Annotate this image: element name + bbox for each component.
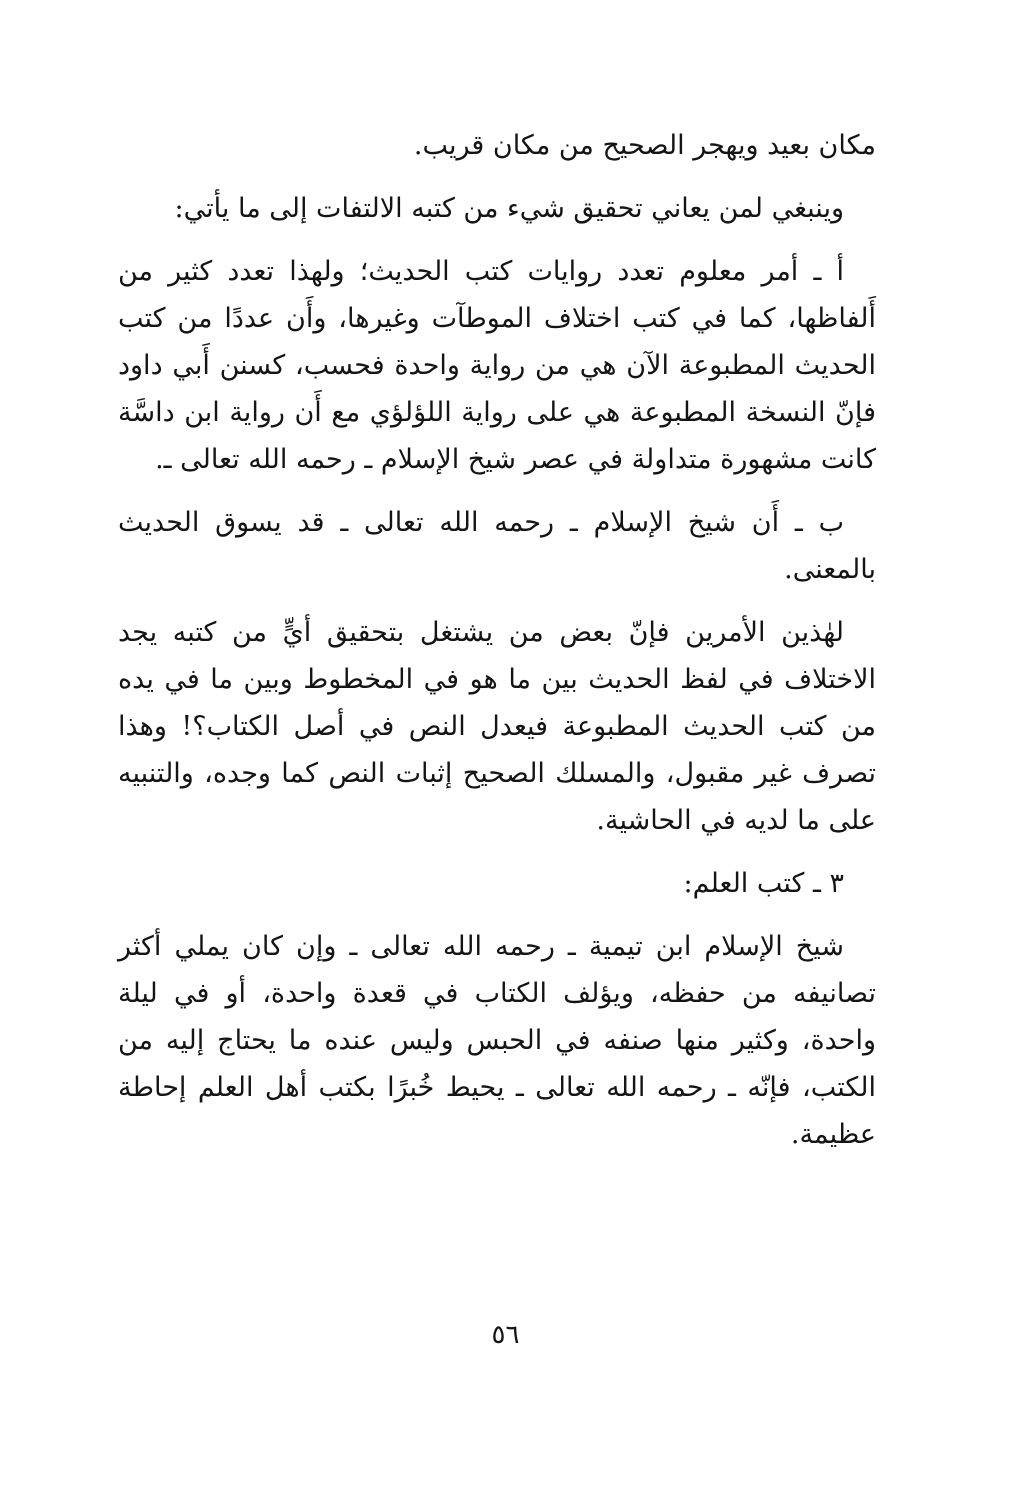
paragraph-consequence: لهٰذين الأمرين فإنّ بعض من يشتغل بتحقيق أيٍّ من كتبه يجد الاختلاف في لفظ الحديث بين ما هو في المخطوط وبين ما في يده من كتب الحديث المطبوعة فيعدل النص في أصل الكتاب؟! وهذا تصرف غير مقبول، والمسلك الصحيح إثبات النص كما وجده، والتنبيه على ما لديه في الحاشية. <box>118 617 876 836</box>
section-heading: ٣ ـ كتب العلم: <box>683 868 844 899</box>
paragraph-point-a: أ ـ أمر معلوم تعدد روايات كتب الحديث؛ ولهذا تعدد كثير من أَلفاظها، كما في كتب اختلاف الموطآت وغيرها، وأَن عددًا من كتب الحديث المطبوعة الآن هي من رواية واحدة فحسب، كسنن أَبي داود فإنّ النسخة المطبوعة هي على رواية اللؤلؤي مع أَن رواية ابن داسَّة كانت مشهورة متداولة في عصر شيخ الإسلام ـ رحمه الله تعالى ـ. <box>118 256 876 475</box>
body-text <box>118 122 876 1174</box>
paragraph-books-of-knowledge: شيخ الإسلام ابن تيمية ـ رحمه الله تعالى ـ وإن كان يملي أكثر تصانيفه من حفظه، ويؤلف الكتاب في قعدة واحدة، أو في ليلة واحدة، وكثير منها صنفه في الحبس وليس عنده ما يحتاج إليه من الكتب، فإنّه ـ رحمه الله تعالى ـ يحيط خُبرًا بكتب أهل العلم إحاطة عظيمة. <box>118 931 876 1150</box>
paragraph-continuation: مكان بعيد ويهجر الصحيح من مكان قريب. <box>413 130 876 161</box>
paragraph-intro: وينبغي لمن يعاني تحقيق شيء من كتبه الالتفات إلى ما يأتي: <box>174 193 844 224</box>
paragraph-point-b: ب ـ أَن شيخ الإسلام ـ رحمه الله تعالى ـ قد يسوق الحديث بالمعنى. <box>118 507 876 585</box>
page-number: ٥٦ <box>491 1320 520 1350</box>
